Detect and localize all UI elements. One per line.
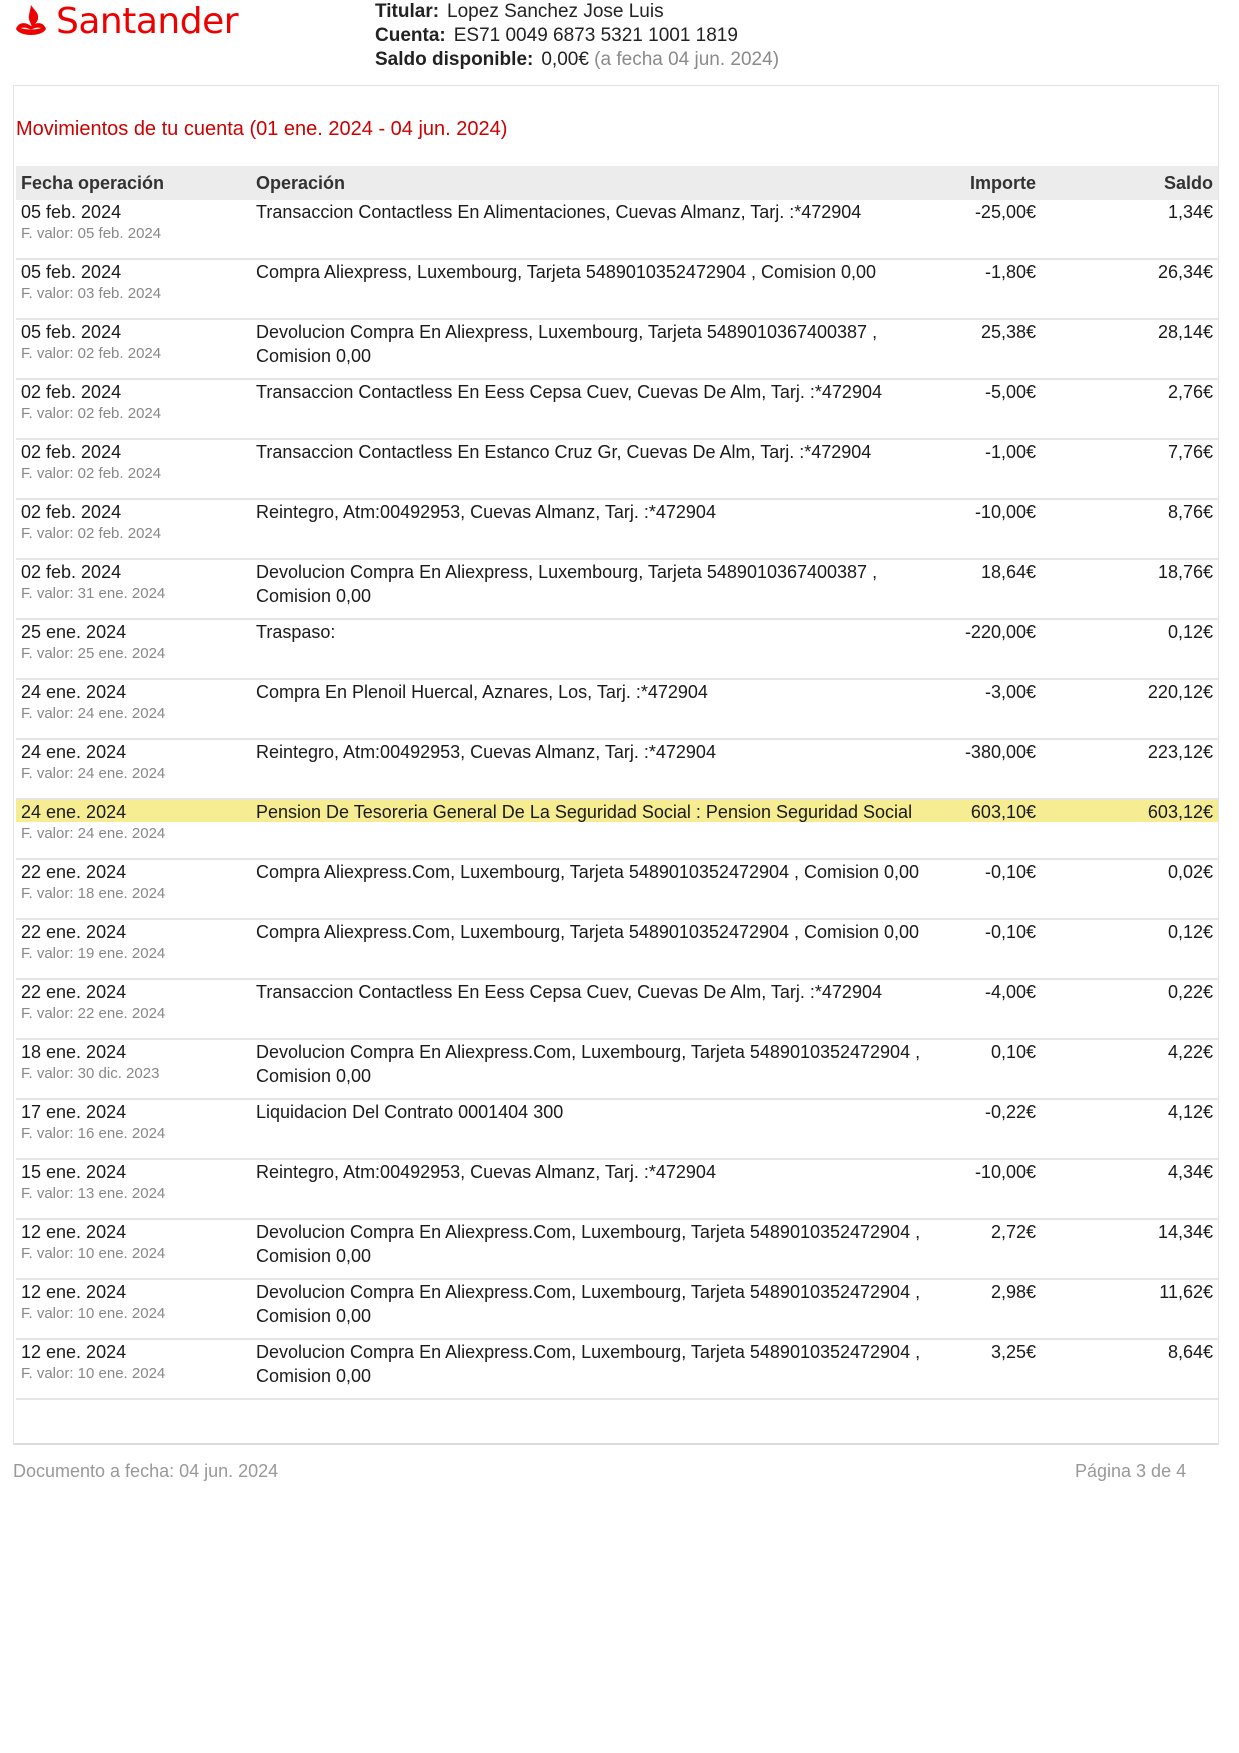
balance-value: 0,00€ — [541, 49, 589, 70]
table-row — [16, 1340, 1218, 1400]
balance-cell: 2,76€ — [1167, 382, 1213, 402]
operation-date: 12 ene. 2024 — [21, 1282, 127, 1302]
amount-cell: 3,25€ — [990, 1342, 1036, 1362]
table-row — [16, 860, 1218, 920]
table-body — [16, 200, 1218, 1400]
operation-cell: Reintegro, Atm:00492953, Cuevas Almanz, Tarj. :*472904 — [256, 742, 716, 762]
operation-cell: Traspaso: — [256, 622, 336, 642]
operation-cell: Reintegro, Atm:00492953, Cuevas Almanz, Tarj. :*472904 — [256, 502, 716, 522]
balance-cell: 0,02€ — [1167, 862, 1213, 882]
balance-line — [375, 48, 779, 72]
header-balance: Saldo — [1163, 172, 1213, 193]
table-row — [16, 320, 1218, 380]
date-cell — [16, 920, 256, 964]
operation-cell: Devolucion Compra En Aliexpress.Com, Luxembourg, Tarjeta 5489010352472904 , Comision 0,00 — [256, 1042, 921, 1086]
operation-date: 12 ene. 2024 — [21, 1342, 127, 1362]
holder-label: Titular: — [375, 1, 440, 22]
table-row — [16, 440, 1218, 500]
balance-cell: 220,12€ — [1147, 682, 1213, 702]
operation-date: 24 ene. 2024 — [21, 682, 127, 702]
date-cell — [16, 260, 256, 304]
balance-cell: 18,76€ — [1157, 562, 1213, 582]
value-date: F. valor: 10 ene. 2024 — [21, 1305, 166, 1322]
value-date: F. valor: 13 ene. 2024 — [21, 1185, 166, 1202]
date-cell — [16, 500, 256, 544]
balance-label: Saldo disponible: — [375, 49, 534, 70]
header-amount: Importe — [969, 172, 1036, 193]
value-date: F. valor: 22 ene. 2024 — [21, 1005, 166, 1022]
account-value: ES71 0049 6873 5321 1001 1819 — [453, 25, 738, 46]
value-date: F. valor: 19 ene. 2024 — [21, 945, 166, 962]
value-date: F. valor: 10 ene. 2024 — [21, 1245, 166, 1262]
date-cell — [16, 980, 256, 1024]
amount-cell: 0,10€ — [990, 1042, 1036, 1062]
date-cell — [16, 320, 256, 364]
operation-cell: Transaccion Contactless En Eess Cepsa Cuev, Cuevas De Alm, Tarj. :*472904 — [256, 982, 882, 1002]
amount-cell: -10,00€ — [974, 1162, 1036, 1182]
holder-line — [375, 0, 779, 24]
balance-cell: 26,34€ — [1157, 262, 1213, 282]
operation-cell: Devolucion Compra En Aliexpress, Luxembourg, Tarjeta 5489010367400387 , Comision 0,00 — [256, 322, 878, 366]
balance-cell: 4,22€ — [1167, 1042, 1213, 1062]
balance-cell: 7,76€ — [1167, 442, 1213, 462]
value-date: F. valor: 02 feb. 2024 — [21, 405, 162, 422]
operation-cell: Transaccion Contactless En Eess Cepsa Cuev, Cuevas De Alm, Tarj. :*472904 — [256, 382, 882, 402]
table-row — [16, 980, 1218, 1040]
date-cell — [16, 380, 256, 424]
operation-date: 05 feb. 2024 — [21, 322, 122, 342]
amount-cell: -220,00€ — [964, 622, 1036, 642]
balance-cell: 0,22€ — [1167, 982, 1213, 1002]
value-date: F. valor: 30 dic. 2023 — [21, 1065, 160, 1082]
operation-date: 02 feb. 2024 — [21, 502, 122, 522]
table-row — [16, 1100, 1218, 1160]
header-date: Fecha operación — [21, 172, 165, 193]
amount-cell: -380,00€ — [964, 742, 1036, 762]
operation-date: 02 feb. 2024 — [21, 442, 122, 462]
balance-cell: 0,12€ — [1167, 922, 1213, 942]
table-row — [16, 800, 1218, 860]
amount-cell: -0,22€ — [984, 1102, 1036, 1122]
value-date: F. valor: 24 ene. 2024 — [21, 705, 166, 722]
operation-cell: Compra En Plenoil Huercal, Aznares, Los, Tarj. :*472904 — [256, 682, 708, 702]
value-date: F. valor: 05 feb. 2024 — [21, 225, 162, 242]
operation-date: 18 ene. 2024 — [21, 1042, 127, 1062]
date-cell — [16, 740, 256, 784]
date-cell — [16, 200, 256, 244]
account-summary — [375, 0, 779, 72]
balance-cell: 1,34€ — [1167, 202, 1213, 222]
date-cell — [16, 1100, 256, 1144]
date-cell — [16, 1280, 256, 1324]
operation-date: 05 feb. 2024 — [21, 202, 122, 222]
balance-cell: 0,12€ — [1167, 622, 1213, 642]
amount-cell: 25,38€ — [980, 322, 1036, 342]
value-date: F. valor: 25 ene. 2024 — [21, 645, 166, 662]
holder-value: Lopez Sanchez Jose Luis — [447, 1, 664, 22]
value-date: F. valor: 18 ene. 2024 — [21, 885, 166, 902]
value-date: F. valor: 03 feb. 2024 — [21, 285, 162, 302]
table-row — [16, 200, 1218, 260]
amount-cell: -0,10€ — [984, 862, 1036, 882]
amount-cell: -0,10€ — [984, 922, 1036, 942]
date-cell — [16, 1340, 256, 1384]
header-operation: Operación — [256, 173, 346, 193]
table-row — [16, 1040, 1218, 1100]
operation-date: 22 ene. 2024 — [21, 862, 127, 882]
balance-cell: 8,76€ — [1167, 502, 1213, 522]
balance-date: (a fecha 04 jun. 2024) — [594, 49, 780, 70]
operation-date: 05 feb. 2024 — [21, 262, 122, 282]
operation-cell: Compra Aliexpress.Com, Luxembourg, Tarjeta 5489010352472904 , Comision 0,00 — [256, 862, 920, 882]
santander-logo — [12, 0, 238, 44]
value-date: F. valor: 02 feb. 2024 — [21, 345, 162, 362]
amount-cell: -1,00€ — [984, 442, 1036, 462]
amount-cell: -25,00€ — [974, 202, 1036, 222]
operation-date: 22 ene. 2024 — [21, 922, 127, 942]
balance-cell: 8,64€ — [1167, 1342, 1213, 1362]
amount-cell: 18,64€ — [980, 562, 1036, 582]
amount-cell: 2,98€ — [990, 1282, 1036, 1302]
amount-cell: 603,10€ — [970, 802, 1036, 822]
amount-cell: -4,00€ — [984, 982, 1036, 1002]
table-row — [16, 380, 1218, 440]
amount-cell: 2,72€ — [990, 1222, 1036, 1242]
date-cell — [16, 680, 256, 724]
operation-date: 24 ene. 2024 — [21, 802, 127, 822]
document-date: Documento a fecha: 04 jun. 2024 — [13, 1461, 279, 1481]
operation-cell: Devolucion Compra En Aliexpress, Luxembourg, Tarjeta 5489010367400387 , Comision 0,00 — [256, 562, 878, 606]
movements-table — [16, 166, 1218, 1400]
operation-date: 24 ene. 2024 — [21, 742, 127, 762]
amount-cell: -5,00€ — [984, 382, 1036, 402]
balance-cell: 4,12€ — [1167, 1102, 1213, 1122]
operation-date: 25 ene. 2024 — [21, 622, 127, 642]
date-cell — [16, 800, 256, 844]
table-row — [16, 560, 1218, 620]
operation-cell: Devolucion Compra En Aliexpress.Com, Luxembourg, Tarjeta 5489010352472904 , Comision 0,00 — [256, 1282, 921, 1326]
amount-cell: -3,00€ — [984, 682, 1036, 702]
value-date: F. valor: 16 ene. 2024 — [21, 1125, 166, 1142]
balance-cell: 11,62€ — [1159, 1282, 1213, 1302]
operation-date: 12 ene. 2024 — [21, 1222, 127, 1242]
table-header — [16, 166, 1218, 200]
date-cell — [16, 1160, 256, 1204]
balance-cell: 603,12€ — [1147, 802, 1213, 822]
value-date: F. valor: 02 feb. 2024 — [21, 465, 162, 482]
table-row — [16, 1280, 1218, 1340]
movements-panel — [13, 85, 1219, 1445]
value-date: F. valor: 24 ene. 2024 — [21, 825, 166, 842]
table-row — [16, 620, 1218, 680]
balance-cell: 223,12€ — [1147, 742, 1213, 762]
operation-cell: Liquidacion Del Contrato 0001404 300 — [256, 1102, 564, 1122]
operation-cell: Pension De Tesoreria General De La Seguridad Social : Pension Seguridad Social — [256, 802, 913, 822]
operation-cell: Compra Aliexpress, Luxembourg, Tarjeta 5489010352472904 , Comision 0,00 — [256, 262, 877, 282]
section-title: Movimientos de tu cuenta (01 ene. 2024 - 04 jun. 2024) — [16, 118, 508, 140]
brand-name: Santander — [56, 1, 239, 42]
operation-cell: Transaccion Contactless En Alimentaciones, Cuevas Almanz, Tarj. :*472904 — [256, 202, 862, 222]
date-cell — [16, 560, 256, 604]
table-row — [16, 260, 1218, 320]
amount-cell: -1,80€ — [984, 262, 1036, 282]
table-row — [16, 500, 1218, 560]
date-cell — [16, 1220, 256, 1264]
flame-icon — [12, 3, 50, 41]
page-number: Página 3 de 4 — [1075, 1461, 1187, 1481]
account-label: Cuenta: — [375, 25, 446, 46]
operation-cell: Reintegro, Atm:00492953, Cuevas Almanz, Tarj. :*472904 — [256, 1162, 716, 1182]
value-date: F. valor: 02 feb. 2024 — [21, 525, 162, 542]
date-cell — [16, 1040, 256, 1084]
operation-cell: Devolucion Compra En Aliexpress.Com, Luxembourg, Tarjeta 5489010352472904 , Comision 0,00 — [256, 1222, 921, 1266]
operation-date: 02 feb. 2024 — [21, 382, 122, 402]
table-row — [16, 680, 1218, 740]
table-row — [16, 920, 1218, 980]
operation-date: 15 ene. 2024 — [21, 1162, 127, 1182]
value-date: F. valor: 10 ene. 2024 — [21, 1365, 166, 1382]
date-cell — [16, 440, 256, 484]
table-row — [16, 1220, 1218, 1280]
operation-cell: Compra Aliexpress.Com, Luxembourg, Tarjeta 5489010352472904 , Comision 0,00 — [256, 922, 920, 942]
balance-cell: 28,14€ — [1157, 322, 1213, 342]
operation-date: 17 ene. 2024 — [21, 1102, 127, 1122]
operation-cell: Transaccion Contactless En Estanco Cruz Gr, Cuevas De Alm, Tarj. :*472904 — [256, 442, 872, 462]
table-row — [16, 1160, 1218, 1220]
account-line — [375, 24, 779, 48]
value-date: F. valor: 31 ene. 2024 — [21, 585, 166, 602]
table-row — [16, 740, 1218, 800]
balance-cell: 14,34€ — [1157, 1222, 1213, 1242]
operation-date: 02 feb. 2024 — [21, 562, 122, 582]
value-date: F. valor: 24 ene. 2024 — [21, 765, 166, 782]
amount-cell: -10,00€ — [974, 502, 1036, 522]
operation-date: 22 ene. 2024 — [21, 982, 127, 1002]
operation-cell: Devolucion Compra En Aliexpress.Com, Luxembourg, Tarjeta 5489010352472904 , Comision 0,00 — [256, 1342, 921, 1386]
date-cell — [16, 620, 256, 664]
date-cell — [16, 860, 256, 904]
balance-cell: 4,34€ — [1167, 1162, 1213, 1182]
